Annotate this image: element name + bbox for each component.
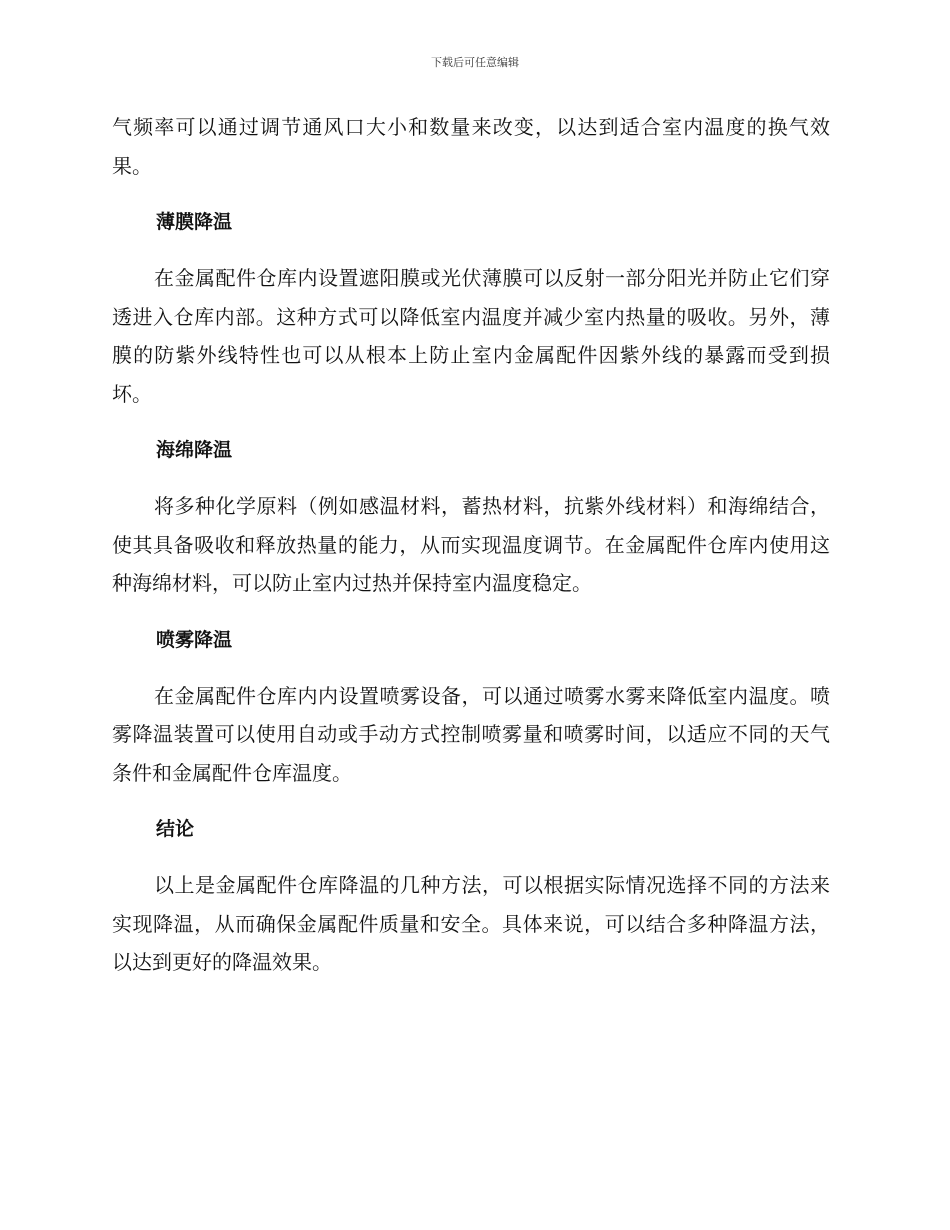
paragraph-sponge-cooling: 将多种化学原料（例如感温材料，蓄热材料，抗紫外线材料）和海绵结合，使其具备吸收和释放热量的能力，从而实现温度调节。在金属配件仓库内使用这种海绵材料，可以防止室内过热并保持室内温度稳定。 xyxy=(112,494,830,595)
paragraph-film-cooling: 在金属配件仓库内设置遮阳膜或光伏薄膜可以反射一部分阳光并防止它们穿透进入仓库内部。这种方式可以降低室内温度并减少室内热量的吸收。另外，薄膜的防紫外线特性也可以从根本上防止室内金属配件因紫外线的暴露而受到损坏。 xyxy=(112,266,830,406)
paragraph-conclusion: 以上是金属配件仓库降温的几种方法，可以根据实际情况选择不同的方法来实现降温，从而确保金属配件质量和安全。具体来说，可以结合多种降温方法，以达到更好的降温效果。 xyxy=(112,873,830,974)
page-header: 下载后可任意编辑 xyxy=(431,56,519,69)
heading-conclusion: 结论 xyxy=(156,818,195,840)
paragraph-spray-cooling: 在金属配件仓库内内设置喷雾设备，可以通过喷雾水雾来降低室内温度。喷雾降温装置可以使用自动或手动方式控制喷雾量和喷雾时间，以适应不同的天气条件和金属配件仓库温度。 xyxy=(112,683,830,785)
paragraph-ventilation-continued: 气频率可以通过调节通风口大小和数量来改变，以达到适合室内温度的换气效果。 xyxy=(112,115,830,178)
heading-spray-cooling: 喷雾降温 xyxy=(156,628,233,651)
document-body xyxy=(112,108,830,1000)
heading-film-cooling: 薄膜降温 xyxy=(156,211,233,233)
heading-sponge-cooling: 海绵降温 xyxy=(156,439,233,461)
